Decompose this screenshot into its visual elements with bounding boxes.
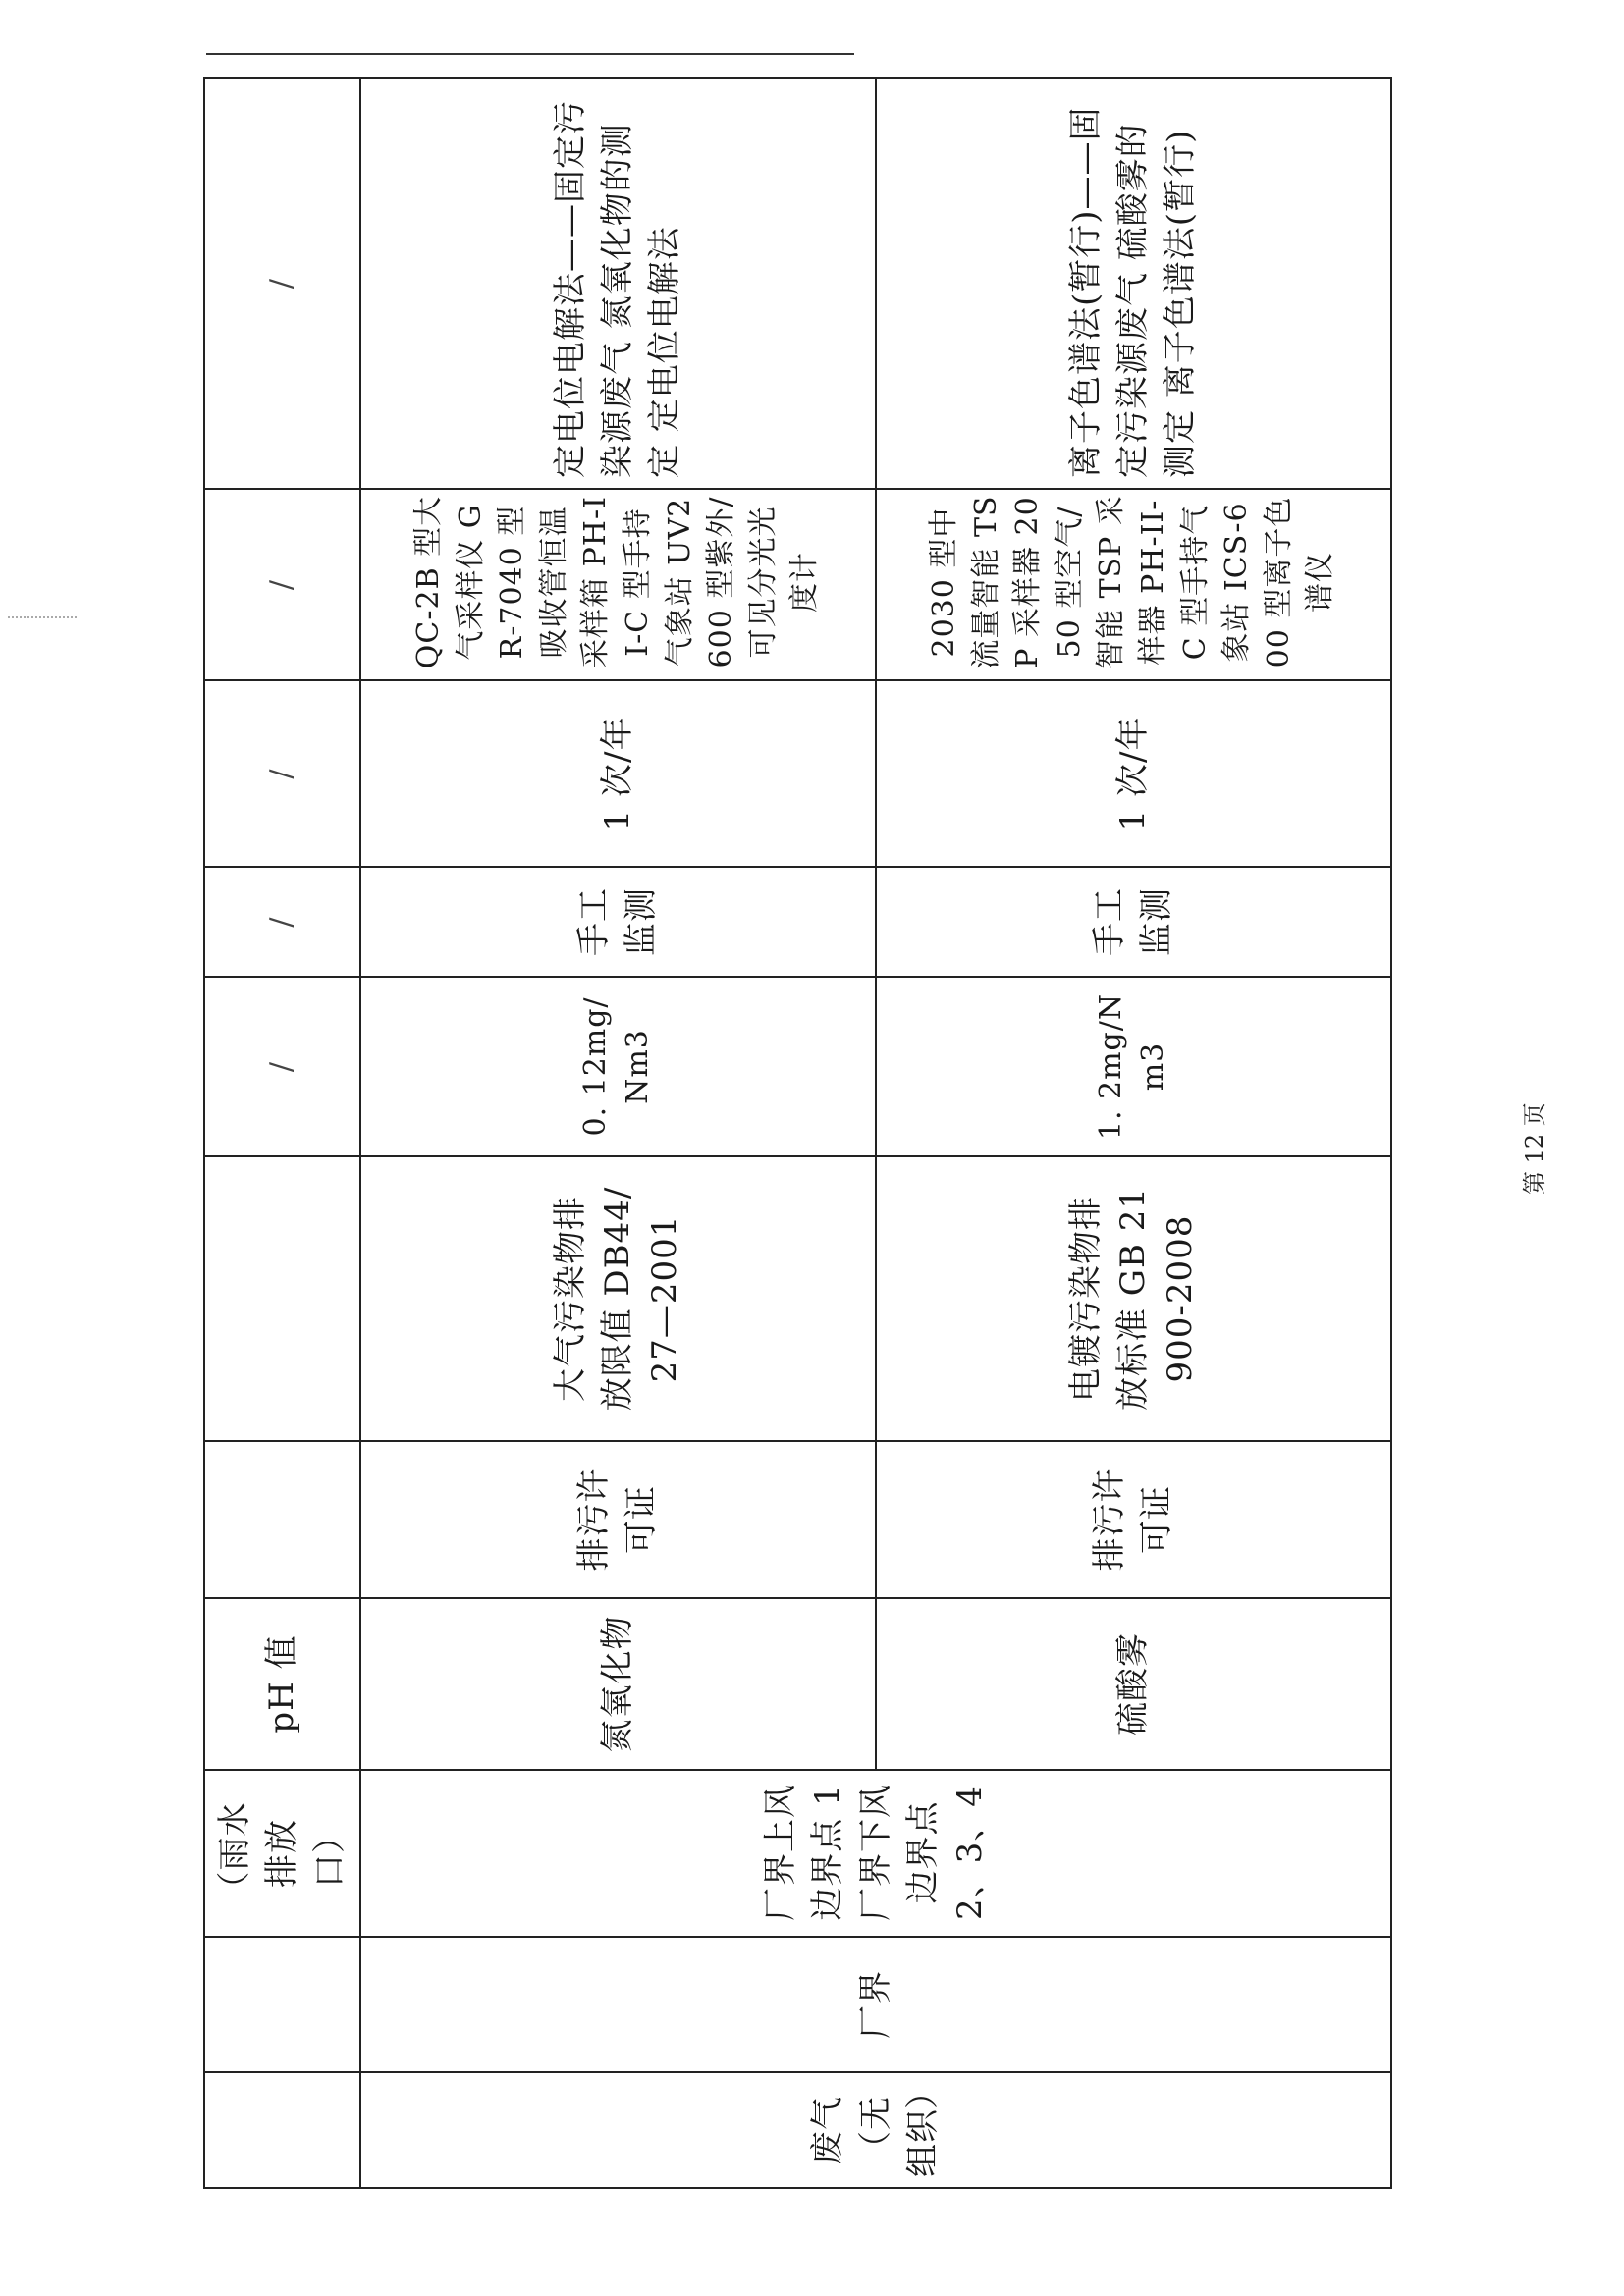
cell-category-prev bbox=[204, 2072, 360, 2188]
cell-source: 排污许可证 bbox=[360, 1441, 876, 1598]
cell-limit: 0. 12mg/Nm3 bbox=[360, 977, 876, 1156]
top-rule bbox=[206, 53, 854, 55]
page-number: 第 12 页 bbox=[1521, 1102, 1548, 1195]
cell-source: 排污许可证 bbox=[876, 1441, 1391, 1598]
cell-frequency: 1 次/年 bbox=[876, 680, 1391, 867]
cell-instrument-prev: / bbox=[204, 489, 360, 680]
cell-frequency: 1 次/年 bbox=[360, 680, 876, 867]
cell-analysis: 离子色谱法(暂行)——固定污染源废气 硫酸雾的测定 离子色谱法(暂行) bbox=[876, 78, 1391, 489]
cell-limit: 1. 2mg/Nm3 bbox=[876, 977, 1391, 1156]
cell-item: 氮氧化物 bbox=[360, 1598, 876, 1770]
cell-analysis: 定电位电解法——固定污染源废气 氮氧化物的测定 定电位电解法 bbox=[360, 78, 876, 489]
cell-item: 硫酸雾 bbox=[876, 1598, 1391, 1770]
cell-method-prev: / bbox=[204, 867, 360, 977]
cell-instrument: 2030 型中流量智能 TSP 采样器 2050 型空气/智能 TSP 采样器 PH-II-C 型手持气象站 ICS-600 型离子色谱仪 bbox=[876, 489, 1391, 680]
cell-method: 手工监测 bbox=[360, 867, 876, 977]
cell-source-prev bbox=[204, 1441, 360, 1598]
table-row bbox=[204, 78, 360, 2188]
monitoring-table-rotated bbox=[203, 79, 1362, 2189]
cell-limit-prev: / bbox=[204, 977, 360, 1156]
cell-method: 手工监测 bbox=[876, 867, 1391, 977]
cell-point-type-prev bbox=[204, 1937, 360, 2072]
cell-standard-prev bbox=[204, 1156, 360, 1441]
cell-frequency-prev: / bbox=[204, 680, 360, 867]
table-row bbox=[360, 78, 876, 2188]
cell-instrument: QC-2B 型大气采样仪 GR-7040 型吸收管恒温采样箱 PH-II-C 型手持气象站 UV2600 型紫外/可见分光光度计 bbox=[360, 489, 876, 680]
cell-standard: 大气污染物排放限值 DB44/ 27—2001 bbox=[360, 1156, 876, 1441]
cell-analysis-prev: / bbox=[204, 78, 360, 489]
scan-artifact bbox=[8, 616, 77, 618]
cell-location: 厂界上风边界点 1 厂界下风边界点 2、3、4 bbox=[360, 1770, 1391, 1937]
cell-category: 废气（无组织） bbox=[360, 2072, 1391, 2188]
cell-item-prev: pH 值 bbox=[204, 1598, 360, 1770]
cell-point-type: 厂界 bbox=[360, 1937, 1391, 2072]
monitoring-table bbox=[203, 77, 1392, 2189]
cell-location-prev: （雨水排放口） bbox=[204, 1770, 360, 1937]
cell-standard: 电镀污染物排放标准 GB 21900-2008 bbox=[876, 1156, 1391, 1441]
